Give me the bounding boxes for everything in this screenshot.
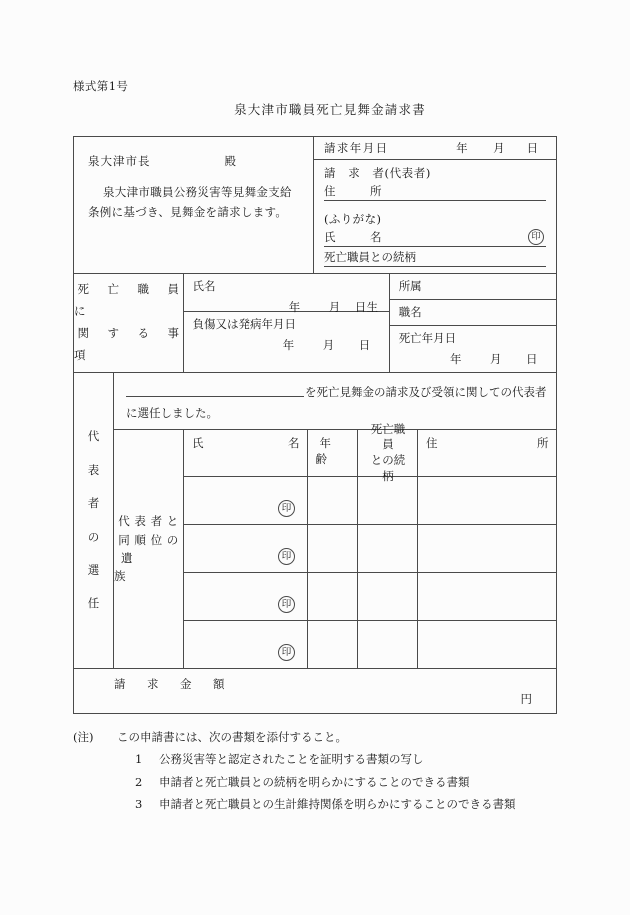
representative-body (114, 373, 556, 668)
seal-icon: 印 (278, 644, 295, 661)
birth-year: 年 (288, 300, 301, 314)
cell-relation[interactable] (358, 525, 418, 572)
column-header-name (184, 430, 308, 476)
form-number: 様式第1号 (73, 79, 129, 93)
note-text: 公務災害等と認定されたことを証明する書類の写し (159, 752, 424, 767)
name-label: 氏 名 (324, 230, 382, 244)
addressee-line (88, 151, 303, 171)
note-item (73, 793, 573, 815)
affiliation-label: 所属 (398, 279, 422, 293)
kin-table-grid (184, 421, 556, 668)
header-name-left: 氏 (192, 436, 204, 450)
cell-name[interactable] (184, 477, 308, 524)
note-text: 申請者と死亡職員との続柄を明らかにすることのできる書類 (159, 774, 470, 789)
statement-line-1: 泉大津市職員公務災害等見舞金支給 (103, 185, 292, 200)
claim-date-year: 年 (456, 141, 469, 155)
statement-line-2: 条例に基づき、見舞金を請求します。 (88, 204, 288, 219)
seal-icon: 印 (278, 548, 295, 565)
notes-lead-line (73, 726, 573, 748)
deceased-section (74, 274, 556, 373)
cell-age[interactable] (308, 621, 358, 668)
column-header-relation (358, 421, 418, 483)
table-row (184, 621, 556, 668)
relation-label: 死亡職員との続柄 (324, 250, 416, 264)
cell-age[interactable] (308, 525, 358, 572)
column-header-age: 年 齢 (308, 430, 358, 476)
injury-date-field[interactable] (184, 312, 389, 358)
header-relation-line-2: との続柄 (370, 453, 406, 483)
claim-amount-label: 請 求 金 額 (114, 677, 230, 691)
deceased-label-line-2: 関 す る 事 項 (74, 326, 198, 362)
request-statement (88, 183, 303, 223)
representative-section-label (74, 373, 114, 668)
death-year: 年 (450, 352, 462, 366)
addressee-block (74, 137, 314, 273)
address-label: 住 所 (324, 184, 382, 198)
seal-icon: 印 (528, 229, 544, 245)
kin-label-line-3: 遺 族 (114, 551, 177, 584)
note-item (73, 771, 573, 793)
claimant-address-box (314, 160, 556, 205)
rep-label-char-0: 代 (87, 429, 100, 444)
appointment-line-2: に選任しました。 (126, 405, 218, 420)
table-header-row (184, 421, 556, 483)
notes-tag: (注) (73, 730, 94, 744)
furigana-label: (ふりがな) (324, 212, 382, 226)
death-date-label: 死亡年月日 (398, 331, 457, 345)
birth-month: 月 (328, 300, 341, 314)
claimant-block (314, 137, 556, 273)
cell-name[interactable] (184, 621, 308, 668)
cell-name[interactable] (184, 525, 308, 572)
cell-age[interactable] (308, 477, 358, 524)
column-header-address (418, 430, 556, 476)
header-section (74, 137, 556, 274)
death-date-field[interactable] (390, 326, 556, 372)
kin-table-label (114, 430, 184, 668)
header-address-left: 住 (426, 436, 438, 450)
notes-section (73, 726, 573, 816)
cell-relation[interactable] (358, 621, 418, 668)
deceased-section-label (74, 274, 198, 372)
seal-icon: 印 (278, 500, 295, 517)
injury-month: 月 (322, 338, 335, 352)
deceased-middle-column (184, 274, 390, 372)
injury-date-label: 負傷又は発病年月日 (192, 317, 297, 331)
representative-appointment-text (114, 373, 556, 430)
representative-name-blank[interactable] (126, 384, 304, 397)
cell-relation[interactable] (358, 573, 418, 620)
kin-label-line-2: 同 順 位 の (118, 532, 179, 547)
claim-date-month: 月 (493, 141, 506, 155)
birth-day: 日生 (354, 300, 379, 314)
table-row (184, 573, 556, 621)
table-row (184, 477, 556, 525)
injury-date-values (193, 337, 381, 353)
kin-label-line-1: 代 表 者 と (118, 514, 179, 529)
notes-lead-text: この申請書には、次の書類を添付すること。 (117, 730, 347, 744)
claimant-name-field[interactable] (324, 229, 546, 247)
note-number: 3 (135, 797, 143, 812)
rep-label-char-3: の (87, 529, 100, 544)
deceased-label-line-1: 死 亡 職 員 に (74, 282, 198, 319)
job-title-label: 職名 (398, 305, 422, 319)
rep-label-char-2: 者 (87, 496, 100, 511)
note-item (73, 748, 573, 770)
claim-date-day: 日 (526, 141, 540, 155)
cell-address[interactable] (418, 573, 556, 620)
note-number: 1 (135, 752, 143, 767)
seal-icon: 印 (278, 596, 295, 613)
injury-day: 日 (358, 338, 371, 352)
job-title-field[interactable] (390, 300, 556, 326)
death-day: 日 (526, 352, 538, 366)
addressee-name: 泉大津市長 (88, 154, 151, 168)
form-frame (73, 136, 557, 714)
deceased-name-field[interactable] (184, 274, 389, 312)
claim-date-fields[interactable] (444, 140, 548, 156)
addressee-honorific: 殿 (224, 154, 237, 168)
death-month: 月 (490, 352, 502, 366)
note-number: 2 (135, 774, 143, 789)
rep-label-char-4: 選 (87, 562, 100, 577)
header-relation-line-1: 死亡職員 (370, 421, 406, 452)
cell-name[interactable] (184, 573, 308, 620)
header-name-right: 名 (288, 436, 300, 450)
claim-amount-row[interactable] (74, 669, 556, 713)
note-text: 申請者と死亡職員との生計維持関係を明らかにすることのできる書類 (159, 797, 516, 812)
rep-label-char-1: 表 (87, 462, 100, 477)
claim-date-label: 請求年月日 (324, 141, 389, 155)
cell-address[interactable] (418, 477, 556, 524)
representative-section (74, 373, 556, 669)
kin-table (114, 421, 556, 668)
cell-address[interactable] (418, 621, 556, 668)
claimant-relation-field[interactable] (324, 249, 546, 267)
injury-year: 年 (282, 338, 295, 352)
cell-relation[interactable] (358, 477, 418, 524)
deceased-right-column (390, 274, 556, 372)
claimant-name-box (314, 205, 556, 273)
death-date-values (399, 351, 548, 367)
document-title: 泉大津市職員死亡見舞金請求書 (234, 102, 426, 117)
header-address-right: 所 (537, 436, 549, 450)
rep-label-char-5: 任 (87, 596, 100, 611)
affiliation-field[interactable] (390, 274, 556, 300)
claimant-address-field[interactable] (324, 183, 546, 201)
currency-unit: 円 (520, 692, 532, 706)
appointment-tail: を死亡見舞金の請求及び受領に関しての代表者 (305, 385, 547, 399)
cell-age[interactable] (308, 573, 358, 620)
cell-address[interactable] (418, 525, 556, 572)
claimant-label: 請 求 者(代表者) (324, 166, 431, 180)
claim-date-row (314, 137, 556, 160)
deceased-name-label: 氏名 (192, 279, 216, 293)
table-row (184, 525, 556, 573)
